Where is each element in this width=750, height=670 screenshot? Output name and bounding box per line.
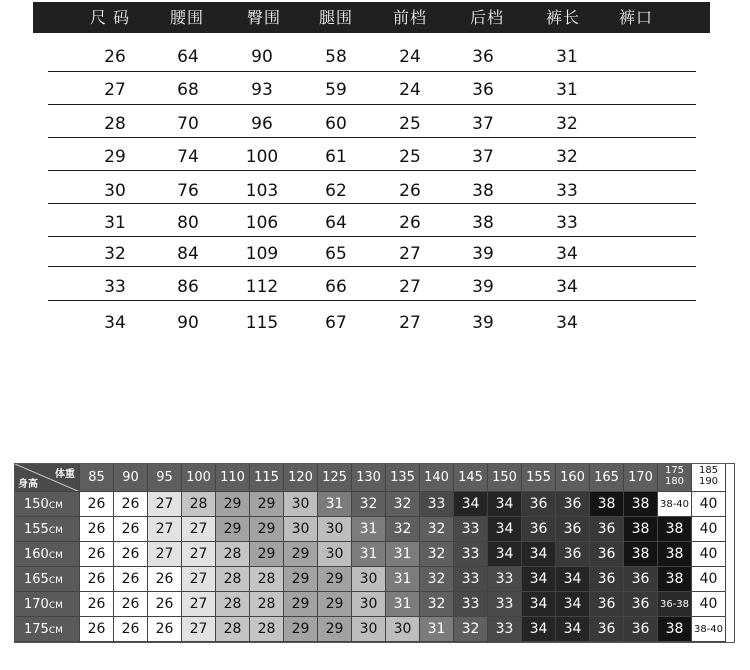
size-cell: 30 [284,517,318,542]
size-cell: 31 [420,617,454,642]
size-cell: 34 [556,617,590,642]
size-cell: 36 [590,517,624,542]
size-cell: 26 [80,567,114,592]
weight-header-cell: 155 [522,464,556,492]
weight-header-cell: 120 [284,464,318,492]
size-cell: 26 [114,542,148,567]
height-value: 155 [24,522,49,537]
table-cell: 27 [399,277,421,297]
table-cell: 26 [399,181,421,201]
height-unit: CM [48,526,63,536]
table-cell: 32 [104,244,126,264]
table-cell: 29 [104,147,126,167]
size-cell: 26 [114,517,148,542]
size-cell: 28 [216,567,250,592]
size-cell: 40 [692,517,726,542]
weight-header-cell: 95 [148,464,182,492]
weight-height-size-table [14,463,735,643]
table-cell: 64 [177,47,199,67]
table-cell: 33 [104,277,126,297]
table-cell: 36 [472,80,494,100]
weight-header-cell: 110 [216,464,250,492]
table-cell: 66 [325,277,347,297]
size-cell: 33 [488,617,522,642]
row-divider [48,300,696,301]
size-cell: 30 [284,492,318,517]
weight-header-cell: 115 [250,464,284,492]
size-cell: 38 [590,492,624,517]
size-cell: 30 [352,592,386,617]
size-cell: 36-38 [658,592,692,617]
row-divider [48,236,696,237]
height-value: 165 [24,572,49,587]
size-cell: 38-40 [658,492,692,517]
row-divider [48,137,696,138]
size-cell: 34 [522,617,556,642]
height-header-cell [15,567,80,592]
weight-header-cell: 170 [624,464,658,492]
height-unit: CM [48,501,63,511]
table-cell: 60 [325,114,347,134]
size-cell: 40 [692,492,726,517]
size-cell: 34 [488,542,522,567]
size-cell: 31 [352,517,386,542]
size-cell: 34 [556,592,590,617]
weight-header-cell: 140 [420,464,454,492]
row-divider [48,104,696,105]
height-unit: CM [48,626,63,636]
table-row [0,209,750,242]
size-cell: 34 [488,492,522,517]
height-header-cell [15,617,80,642]
row-divider [48,203,696,204]
size-cell: 36 [590,567,624,592]
size-cell: 36 [590,592,624,617]
table-cell: 67 [325,313,347,333]
size-cell: 40 [692,542,726,567]
size-cell: 38 [624,542,658,567]
size-cell: 32 [420,567,454,592]
table-cell: 25 [399,147,421,167]
weight-header-cell: 185 190 [692,464,726,492]
table-cell: 109 [245,244,279,264]
table-cell: 112 [245,277,279,297]
table-cell: 103 [245,181,279,201]
weight-header-cell: 150 [488,464,522,492]
height-header-cell [15,592,80,617]
size-cell: 31 [318,492,352,517]
size-cell: 36 [590,617,624,642]
table-cell: 76 [177,181,199,201]
size-cell: 29 [250,517,284,542]
size-cell: 29 [216,517,250,542]
height-value: 170 [24,597,49,612]
size-cell: 36 [556,517,590,542]
table-cell: 61 [325,147,347,167]
table-cell: 25 [399,114,421,134]
weight-header-cell: 135 [386,464,420,492]
size-cell: 29 [318,617,352,642]
size-cell: 34 [556,567,590,592]
table-cell: 37 [472,114,494,134]
size-cell: 33 [454,592,488,617]
table-cell: 34 [556,277,578,297]
size-cell: 36 [590,542,624,567]
size-cell: 38 [624,492,658,517]
size-cell: 26 [148,592,182,617]
size-cell: 26 [148,567,182,592]
size-chart-header [33,2,710,33]
size-cell: 28 [182,492,216,517]
size-cell: 26 [114,492,148,517]
weight-header-cell: 160 [556,464,590,492]
size-cell: 29 [216,492,250,517]
table-cell: 32 [556,114,578,134]
size-cell: 27 [182,567,216,592]
table-cell: 26 [104,47,126,67]
size-cell: 36 [522,492,556,517]
height-header-cell [15,517,80,542]
size-cell: 31 [352,542,386,567]
table-cell: 34 [556,244,578,264]
height-header-cell [15,542,80,567]
size-cell: 27 [182,517,216,542]
size-cell: 30 [352,617,386,642]
size-cell: 32 [420,592,454,617]
size-cell: 36 [624,617,658,642]
table-row [0,143,750,176]
header-back-rise: 后档 [469,8,505,27]
size-cell: 38 [658,542,692,567]
table-cell: 84 [177,244,199,264]
table-cell: 39 [472,277,494,297]
table-cell: 24 [399,47,421,67]
size-cell: 28 [250,567,284,592]
size-cell: 32 [420,542,454,567]
size-cell: 28 [216,592,250,617]
size-cell: 33 [454,567,488,592]
weight-header-cell: 90 [114,464,148,492]
size-cell: 26 [80,617,114,642]
height-unit: CM [48,551,63,561]
table-cell: 38 [472,181,494,201]
table-cell: 28 [104,114,126,134]
table-row [0,110,750,143]
size-cell: 29 [318,567,352,592]
table-cell: 36 [472,47,494,67]
row-divider [48,266,696,267]
size-cell: 29 [250,542,284,567]
size-cell: 36 [522,517,556,542]
table-cell: 106 [245,213,279,233]
size-cell: 29 [250,492,284,517]
row-divider [48,71,696,72]
size-cell: 27 [182,542,216,567]
size-cell: 29 [284,592,318,617]
header-front-rise: 前档 [392,8,428,27]
size-cell: 36 [624,567,658,592]
size-cell: 32 [386,517,420,542]
size-cell: 27 [148,492,182,517]
size-cell: 26 [80,517,114,542]
table-cell: 58 [325,47,347,67]
table-cell: 37 [472,147,494,167]
size-cell: 38 [624,517,658,542]
table-row [0,177,750,210]
size-cell: 26 [114,617,148,642]
weight-header-cell: 130 [352,464,386,492]
size-cell: 33 [488,567,522,592]
table-cell: 31 [556,47,578,67]
table-cell: 27 [399,244,421,264]
height-unit: CM [48,601,63,611]
table-cell: 31 [556,80,578,100]
size-cell: 33 [488,592,522,617]
size-cell: 30 [318,542,352,567]
table-cell: 33 [556,213,578,233]
size-cell: 32 [420,517,454,542]
size-cell: 40 [692,567,726,592]
size-cell: 29 [318,592,352,617]
table-cell: 38 [472,213,494,233]
table-cell: 39 [472,313,494,333]
size-cell: 31 [386,592,420,617]
size-cell: 34 [522,592,556,617]
height-header-cell [15,492,80,517]
size-cell: 26 [114,592,148,617]
size-cell: 36 [556,542,590,567]
size-cell: 28 [250,617,284,642]
size-cell: 32 [386,492,420,517]
size-cell: 38 [658,617,692,642]
header-waist: 腰围 [169,8,205,27]
table-cell: 64 [325,213,347,233]
size-cell: 27 [148,542,182,567]
size-cell: 26 [80,542,114,567]
table-cell: 34 [556,313,578,333]
size-cell: 26 [148,617,182,642]
header-size: 尺 码 [89,8,131,27]
size-cell: 28 [216,617,250,642]
header-thigh: 腿围 [318,8,354,27]
size-cell: 27 [182,592,216,617]
size-cell: 30 [352,567,386,592]
size-cell: 30 [386,617,420,642]
table-cell: 27 [399,313,421,333]
size-cell: 31 [386,542,420,567]
size-cell: 33 [420,492,454,517]
size-cell: 33 [454,542,488,567]
height-value: 150 [24,497,49,512]
header-length: 裤长 [545,8,581,27]
table-cell: 30 [104,181,126,201]
size-cell: 27 [148,517,182,542]
table-cell: 32 [556,147,578,167]
weight-header-cell: 125 [318,464,352,492]
size-cell: 29 [284,567,318,592]
table-cell: 93 [251,80,273,100]
size-cell: 26 [80,592,114,617]
size-cell: 30 [318,517,352,542]
size-cell: 38-40 [692,617,726,642]
size-cell: 34 [488,517,522,542]
table-row [0,273,750,306]
table-cell: 115 [245,313,279,333]
size-cell: 34 [522,567,556,592]
size-cell: 32 [352,492,386,517]
table-cell: 90 [177,313,199,333]
height-value: 175 [24,622,49,637]
size-cell: 31 [386,567,420,592]
table-cell: 59 [325,80,347,100]
size-cell: 28 [216,542,250,567]
table-cell: 90 [251,47,273,67]
table-cell: 96 [251,114,273,134]
weight-header-cell: 165 [590,464,624,492]
table-row [0,240,750,273]
table-cell: 33 [556,181,578,201]
size-cell: 34 [454,492,488,517]
weight-header-cell: 85 [80,464,114,492]
size-cell: 29 [284,617,318,642]
height-value: 160 [24,547,49,562]
table-cell: 70 [177,114,199,134]
size-cell: 34 [522,542,556,567]
size-cell: 32 [454,617,488,642]
header-leg-opening: 裤口 [618,8,654,27]
size-cell: 33 [454,517,488,542]
size-cell: 40 [692,592,726,617]
size-cell: 26 [114,567,148,592]
table-cell: 31 [104,213,126,233]
table-cell: 65 [325,244,347,264]
size-cell: 38 [658,567,692,592]
table-cell: 34 [104,313,126,333]
table-cell: 24 [399,80,421,100]
table-cell: 86 [177,277,199,297]
table-cell: 39 [472,244,494,264]
weight-header-cell: 175 180 [658,464,692,492]
corner-height-label: 身高 [18,479,38,490]
weight-header-cell: 100 [182,464,216,492]
weight-header-cell: 145 [454,464,488,492]
table-cell: 26 [399,213,421,233]
corner-weight-label: 体重 [55,469,75,480]
size-cell: 36 [556,492,590,517]
size-cell: 36 [624,592,658,617]
header-hip: 臀围 [246,8,282,27]
table-cell: 27 [104,80,126,100]
table-cell: 100 [245,147,279,167]
size-cell: 29 [284,542,318,567]
table-corner [15,464,80,492]
table-row [0,309,750,342]
size-cell: 26 [80,492,114,517]
table-cell: 80 [177,213,199,233]
height-unit: CM [48,576,63,586]
size-cell: 27 [182,617,216,642]
size-cell: 28 [250,592,284,617]
size-cell: 38 [658,517,692,542]
table-cell: 62 [325,181,347,201]
table-cell: 68 [177,80,199,100]
table-cell: 74 [177,147,199,167]
row-divider [48,170,696,171]
